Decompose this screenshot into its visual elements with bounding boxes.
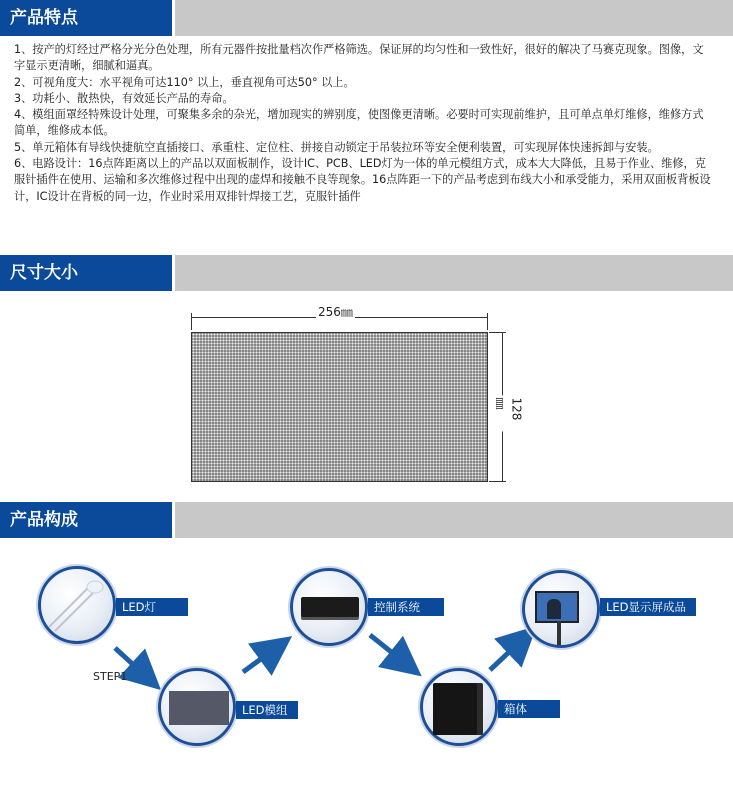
height-dimension-tick bbox=[489, 481, 506, 482]
arrow-step4 bbox=[490, 636, 526, 670]
size-header bbox=[0, 255, 733, 291]
display-stand bbox=[557, 621, 561, 645]
arrow-step3 bbox=[370, 635, 410, 667]
feature-item: 5、单元箱体有导线快捷航空直插接口、承重柱、定位柱、拼接自动锁定于吊装拉环等安全便利装置，可实现屏体快速拆卸与安装。 bbox=[14, 140, 659, 154]
composition-header bbox=[0, 502, 733, 538]
led-lamp-node bbox=[38, 566, 116, 644]
features-title: 产品特点 bbox=[0, 0, 172, 36]
feature-item: 3、功耗小、散热快，有效延长产品的寿命。 bbox=[14, 91, 234, 105]
feature-item: 2、可视角度大：水平视角可达110° 以上，垂直视角可达50° 以上。 bbox=[14, 75, 355, 89]
height-label: 128㎜ bbox=[493, 396, 524, 432]
led-module-node bbox=[158, 668, 236, 746]
label-finished-display: LED显示屏成品 bbox=[600, 598, 696, 616]
label-control-system: 控制系统 bbox=[368, 598, 444, 616]
composition-title: 产品构成 bbox=[0, 502, 172, 538]
header-divider bbox=[172, 0, 175, 36]
finished-display-node bbox=[522, 570, 600, 648]
cabinet-icon bbox=[433, 683, 477, 735]
controller-icon bbox=[301, 597, 359, 617]
arrow-step2 bbox=[243, 645, 280, 672]
cabinet-node bbox=[420, 668, 498, 746]
width-dimension-tick bbox=[487, 313, 488, 330]
control-system-node bbox=[290, 568, 368, 646]
size-title: 尺寸大小 bbox=[0, 255, 172, 291]
width-label: 256㎜ bbox=[318, 305, 353, 319]
features-list bbox=[14, 42, 714, 203]
header-divider bbox=[172, 255, 175, 291]
height-dimension-tick bbox=[489, 332, 506, 333]
label-cabinet: 箱体 bbox=[498, 700, 560, 718]
feature-item: 6、电路设计：16点阵距离以上的产品以双面板制作，设计IC、PCB、LED灯为一体的单元模组方式，成本大大降低，且易于作业、维修，克服针插件在使用、运输和多次维修过程中出现的虚焊和接触不良等现象。16点阵距一下的产品考虑到布线大小和承受能力，采用双面板背板设计，IC设计在背板的同一边，作业时采用双排针焊接工艺，克服针插件 bbox=[14, 157, 711, 203]
led-module-grid bbox=[191, 332, 488, 482]
label-led-lamp: LED灯 bbox=[116, 598, 188, 616]
step-label: STEP1 bbox=[93, 670, 128, 683]
label-led-module: LED模组 bbox=[236, 701, 298, 719]
width-dimension-tick bbox=[191, 313, 192, 330]
header-divider bbox=[172, 502, 175, 538]
led-lamp-icon bbox=[41, 569, 113, 641]
features-header bbox=[0, 0, 733, 36]
feature-item: 1、按产的灯经过严格分光分色处理，所有元器件按批量档次作严格筛选。保证屏的均匀性和一致性好，很好的解决了马赛克现象。图像，文字显示更清晰，细腻和逼真。 bbox=[14, 43, 704, 73]
presenter-figure bbox=[547, 599, 561, 619]
feature-item: 4、模组面罩经特殊设计处理，可聚集多余的杂光，增加现实的辨别度，使图像更清晰。必要时可实现前维护，且可单点单灯维修，维修方式简单，维修成本低。 bbox=[14, 108, 704, 138]
module-size-diagram bbox=[186, 300, 526, 490]
led-module-icon bbox=[169, 691, 229, 725]
